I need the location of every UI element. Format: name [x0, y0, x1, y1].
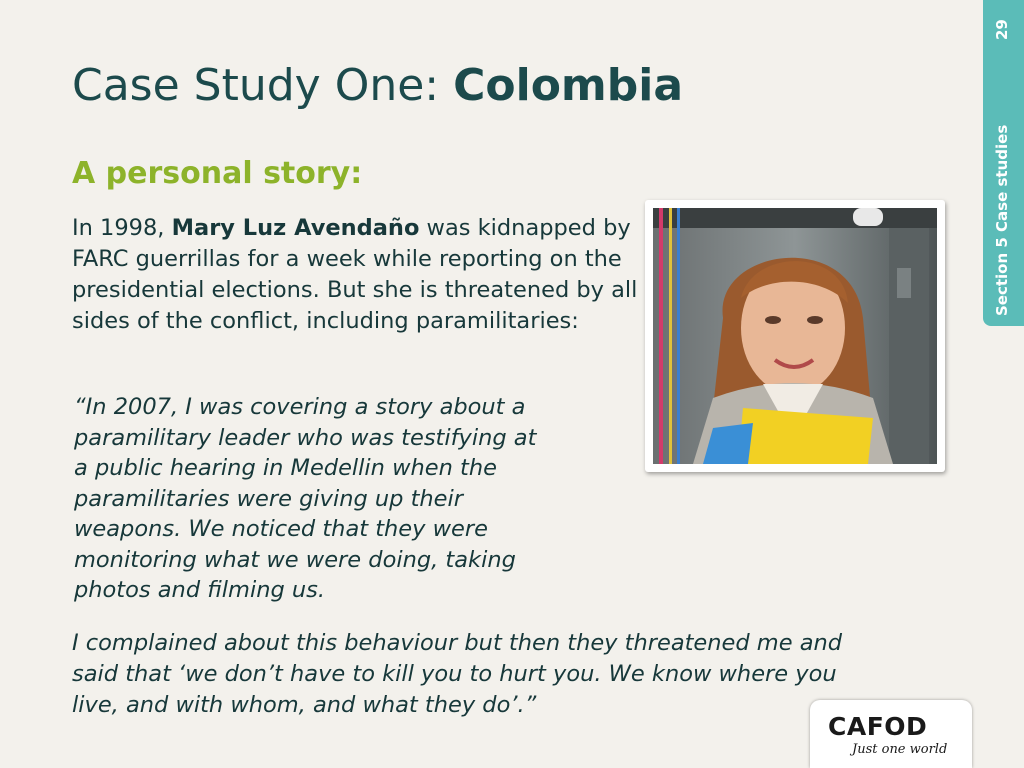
page-number: 29 — [993, 19, 1011, 40]
intro-pre: In 1998, — [72, 215, 172, 241]
logo-tagline: Just one world — [852, 742, 948, 757]
cafod-logo — [810, 700, 972, 768]
title-country: Colombia — [453, 60, 684, 111]
quote-paragraph-2: I complained about this behaviour but then they threatened me and said that ‘we don’t have to kill you to hurt you. We know where you live, and with whom, and what they do’.” — [72, 630, 843, 718]
quote-paragraph-1: “In 2007, I was covering a story about a paramilitary leader who was testifying at a public hearing in Medellin when the paramilitaries were giving up their weapons. We noticed that they were monitoring what we were doing, taking photos and filming us. — [74, 394, 537, 603]
intro-post: was kidnapped by FARC guerrillas for a week while reporting on the presidential elections. But she is threatened by all sides of the conflict, including paramilitaries: — [72, 215, 638, 334]
person-name: Mary Luz Avendaño — [171, 215, 420, 241]
title-prefix: Case Study One: — [72, 60, 454, 111]
portrait-illustration — [653, 208, 937, 464]
intro-paragraph — [72, 213, 642, 337]
portrait-photo — [645, 200, 945, 472]
slide-title — [72, 60, 683, 111]
logo-wordmark: CAFOD — [828, 712, 928, 741]
slide-subtitle: A personal story: — [72, 156, 363, 191]
section-label: Section 5 Case studies — [993, 124, 1011, 316]
